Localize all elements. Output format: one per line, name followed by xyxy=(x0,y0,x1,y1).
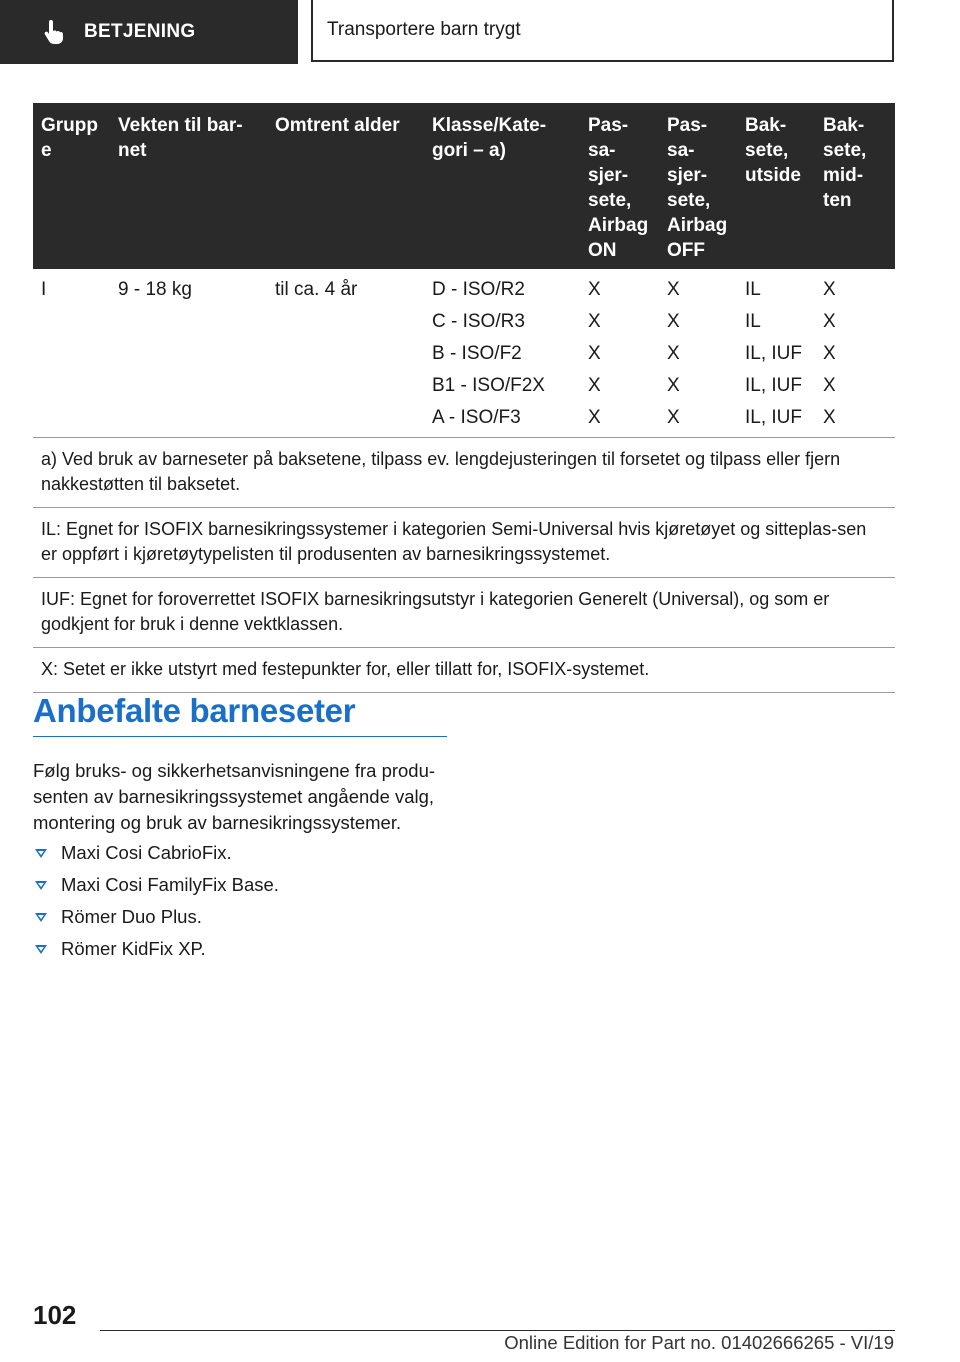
section-paragraph: Følg bruks- og sikkerhetsanvisningene fra produ-senten av barnesikringssystemet angående valg, montering og bruk av barnesikringssystemer. xyxy=(33,760,436,833)
page-number: 102 xyxy=(33,1300,77,1330)
table-header xyxy=(33,103,895,269)
cell-rear-outer xyxy=(745,279,802,439)
table-row xyxy=(33,269,895,437)
section-label: BETJENING xyxy=(84,21,196,42)
table-note-iuf: IUF: Egnet for foroverrettet ISOFIX barnesikringsutstyr i kategorien Generelt (Universal), og som er godkjent for bruk i denne vektklassen. xyxy=(33,577,895,647)
cell-value: X xyxy=(823,375,836,396)
cell-value: X xyxy=(588,407,601,428)
cell-value: X xyxy=(667,343,680,364)
col-header-weight: Vekten til bar- net xyxy=(118,115,243,161)
cell-airbag-on xyxy=(588,279,601,439)
cell-value: I xyxy=(41,279,47,300)
cell-value: X xyxy=(667,311,680,332)
cell-group xyxy=(41,279,46,311)
table-note-il: IL: Egnet for ISOFIX barnesikringssystemer i kategorien Semi-Universal hvis kjøretøyet og sitteplas-sen er oppført i kjøretøytypelisten til produsenten av barnesikringssystemet. xyxy=(33,507,895,577)
list-item-label: Maxi Cosi CabrioFix. xyxy=(61,842,232,863)
col-header-group: Grupp e xyxy=(41,115,98,161)
footer-divider xyxy=(100,1330,895,1331)
cell-value: D - ISO/R2 xyxy=(432,279,525,300)
edition-text: Online Edition for Part no. 01402666265 - VI/19 xyxy=(504,1332,894,1353)
chapter-title: Transportere barn trygt xyxy=(327,19,521,40)
cell-value: X xyxy=(588,375,601,396)
list-item xyxy=(33,901,453,933)
recommended-seats-list xyxy=(33,837,453,965)
cell-value: X xyxy=(823,311,836,332)
cell-value: IL, IUF xyxy=(745,407,803,428)
list-item-label: Römer Duo Plus. xyxy=(61,906,202,927)
triangle-bullet-icon xyxy=(35,945,47,954)
cell-value: 9 - 18 kg xyxy=(118,279,192,300)
cell-age xyxy=(275,279,357,311)
cell-value: X xyxy=(823,407,836,428)
triangle-bullet-icon xyxy=(35,881,47,890)
cell-rear-middle xyxy=(823,279,836,439)
cell-value: X xyxy=(588,343,601,364)
cell-value: C - ISO/R3 xyxy=(432,311,525,332)
cell-airbag-off xyxy=(667,279,680,439)
section-heading: Anbefalte barneseter xyxy=(33,692,447,737)
col-header-rear-middle: Bak- sete, mid- ten xyxy=(823,115,867,211)
cell-value: IL, IUF xyxy=(745,343,803,364)
cell-value: X xyxy=(667,375,680,396)
cell-value: X xyxy=(588,279,601,300)
col-header-airbag-off: Pas- sa- sjer- sete, Airbag OFF xyxy=(667,115,728,261)
triangle-bullet-icon xyxy=(35,913,47,922)
cell-value: IL xyxy=(745,279,761,300)
page-header-title xyxy=(311,0,894,62)
table-note-x: X: Setet er ikke utstyrt med festepunkter for, eller tillatt for, ISOFIX-systemet. xyxy=(33,647,895,693)
cell-classes xyxy=(432,279,545,439)
col-header-rear-outer: Bak- sete, utside xyxy=(745,115,801,186)
isofix-table xyxy=(33,103,895,693)
cell-weight xyxy=(118,279,192,311)
list-item xyxy=(33,869,453,901)
hand-pointer-icon xyxy=(40,19,66,45)
cell-value: X xyxy=(823,279,836,300)
list-item xyxy=(33,837,453,869)
cell-value: X xyxy=(667,407,680,428)
list-item xyxy=(33,933,453,965)
cell-value: IL xyxy=(745,311,761,332)
cell-value: B - ISO/F2 xyxy=(432,343,522,364)
col-header-airbag-on: Pas- sa- sjer- sete, Airbag ON xyxy=(588,115,649,261)
cell-value: X xyxy=(823,343,836,364)
col-header-class: Klasse/Kate- gori – a) xyxy=(432,115,547,161)
cell-value: X xyxy=(667,279,680,300)
col-header-age: Omtrent alder xyxy=(275,115,400,136)
cell-value: A - ISO/F3 xyxy=(432,407,521,428)
triangle-bullet-icon xyxy=(35,849,47,858)
cell-value: til ca. 4 år xyxy=(275,279,358,300)
section-tab xyxy=(0,0,298,64)
cell-value: B1 - ISO/F2X xyxy=(432,375,545,396)
cell-value: X xyxy=(588,311,601,332)
list-item-label: Römer KidFix XP. xyxy=(61,938,206,959)
table-note-a: a) Ved bruk av barneseter på baksetene, tilpass ev. lengdejusteringen til forsetet og tilpass eller fjern nakkestøtten til baksetet. xyxy=(33,437,895,507)
list-item-label: Maxi Cosi FamilyFix Base. xyxy=(61,874,279,895)
cell-value: IL, IUF xyxy=(745,375,803,396)
